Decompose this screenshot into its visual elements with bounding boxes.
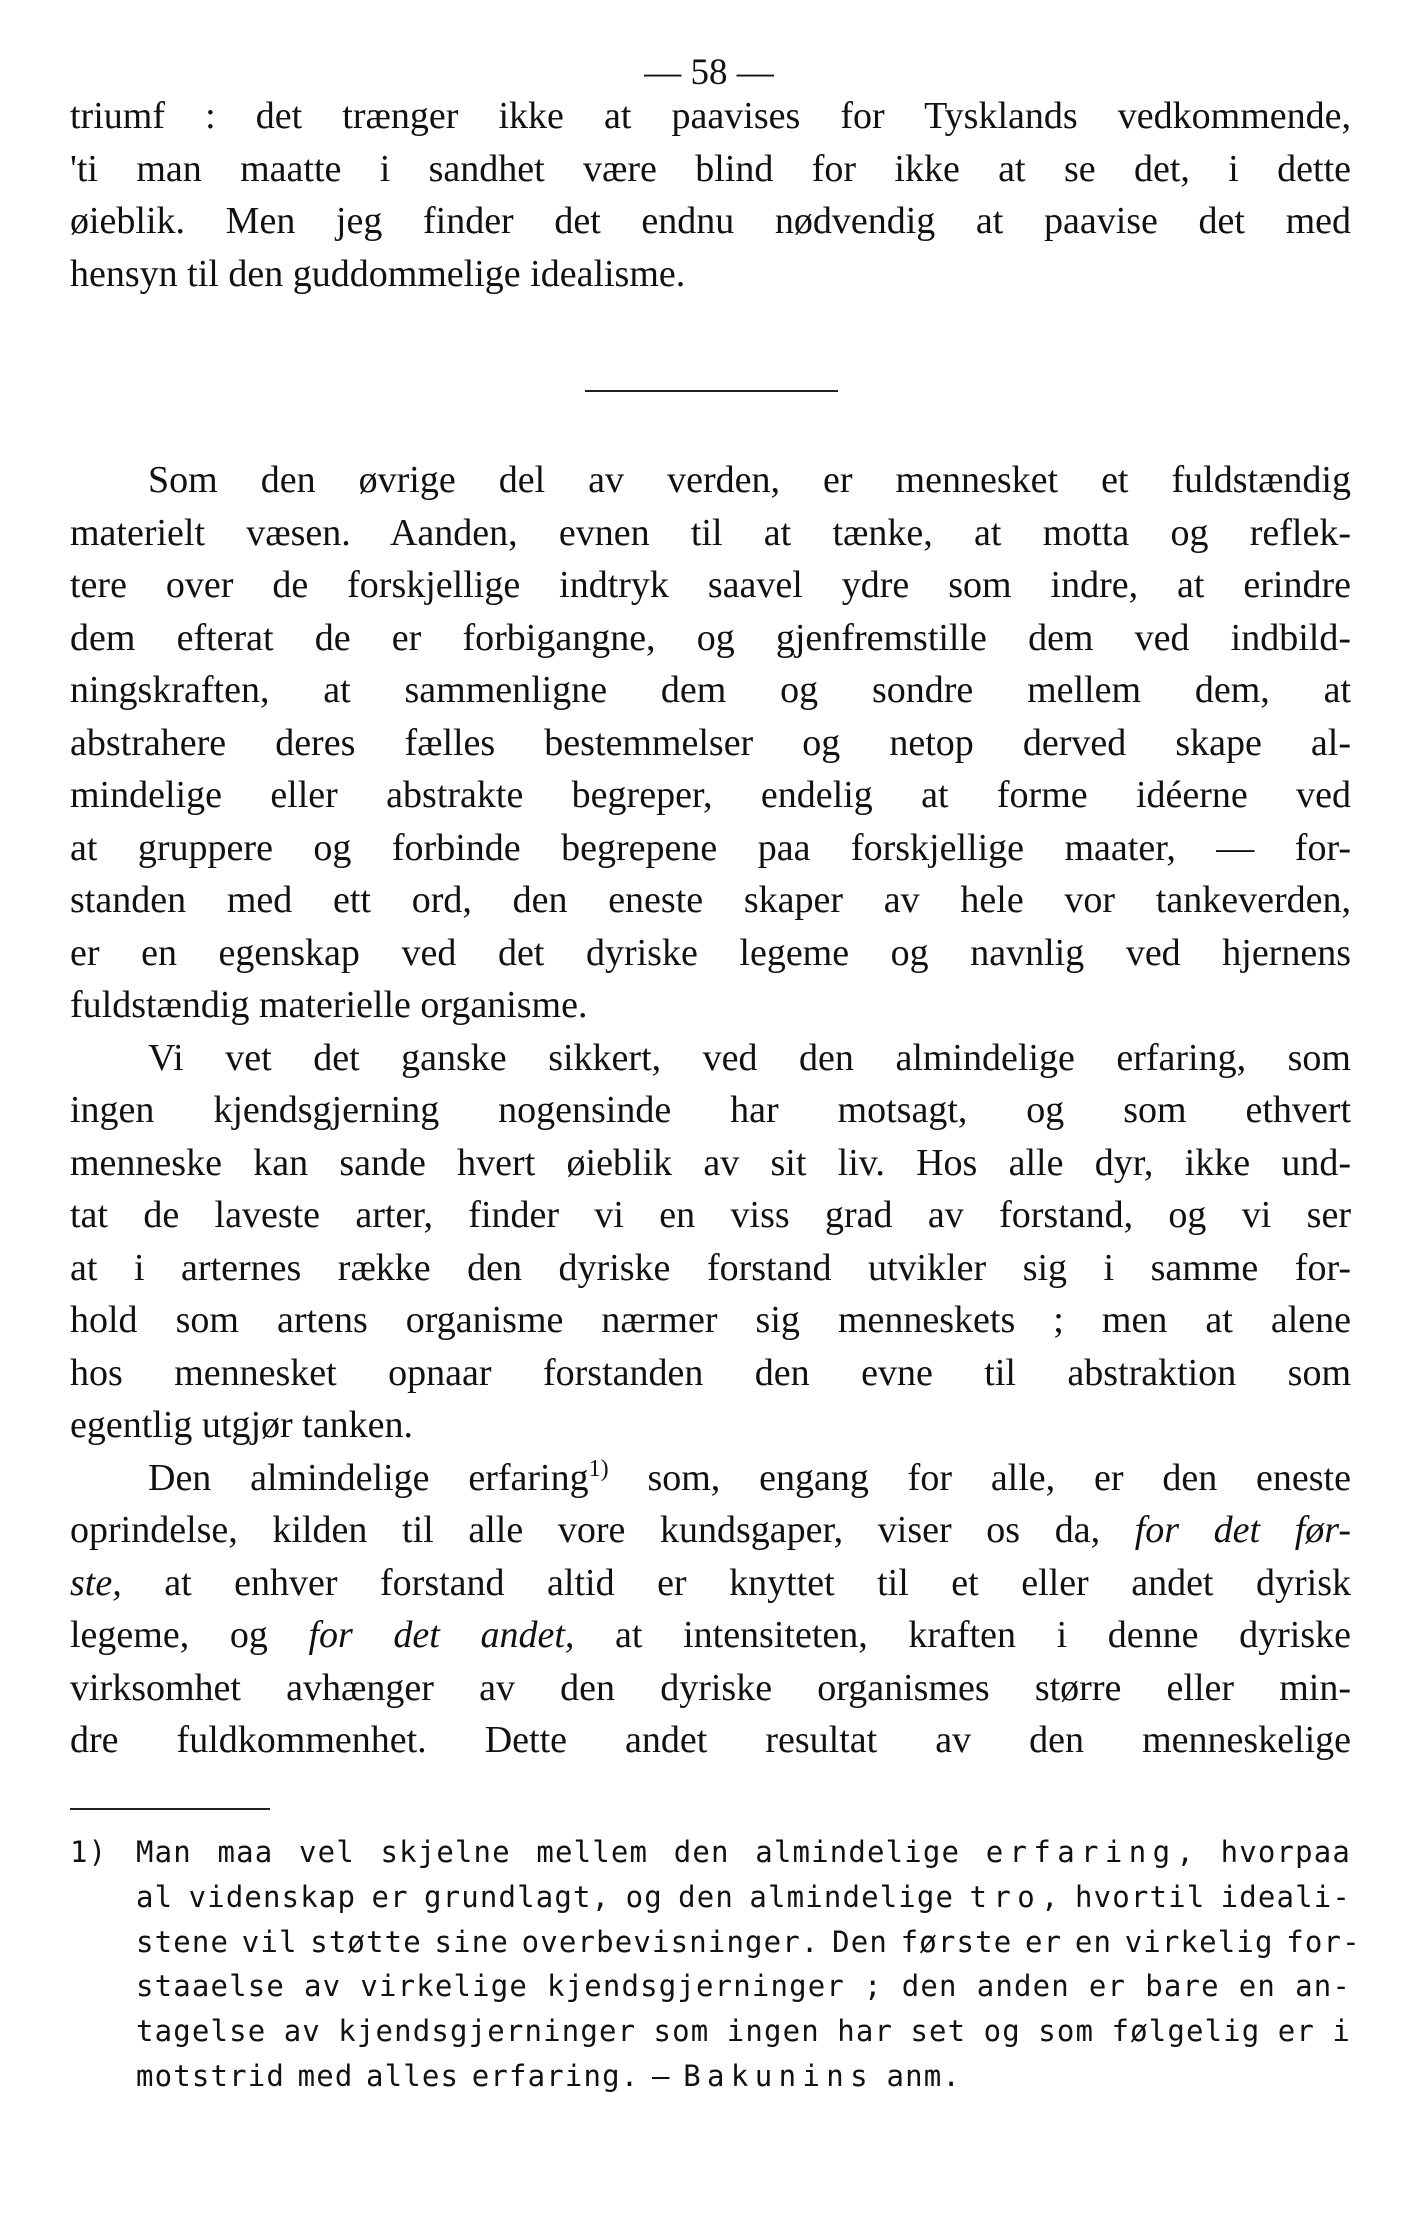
spaced-emphasis: tro bbox=[969, 1879, 1042, 1914]
text-run: Man maa vel skjelne mellem den almindelige bbox=[136, 1835, 986, 1869]
text-run: , hvortil ideali- bbox=[1041, 1879, 1352, 1914]
text-line: at gruppere og forbinde begrepene paa forskjellige maater, — for- bbox=[70, 826, 1351, 869]
text-line: materielt væsen. Aanden, evnen til at tænke, at motta og reflek- bbox=[70, 511, 1351, 554]
paragraph-main bbox=[70, 454, 1351, 1767]
text-line: dre fuldkommenhet. Dette andet resultat av den menneskelige bbox=[70, 1719, 1351, 1761]
footnote-line bbox=[70, 1875, 1351, 1920]
text-line: triumf : det trænger ikke at paavises for Tysklands vedkommende, bbox=[70, 95, 1351, 137]
text-run: , hvorpaa bbox=[1176, 1835, 1352, 1869]
text-line: ingen kjendsgjerning nogensinde har motsagt, og som ethvert bbox=[70, 1089, 1351, 1131]
text-line: ningskraften, at sammenligne dem og sondre mellem dem, at bbox=[70, 669, 1351, 711]
text-run: motstrid med alles erfaring. — bbox=[136, 2058, 684, 2093]
text-run: al videnskap er grundlagt, og den almindelige bbox=[136, 1879, 970, 1914]
text-run: som, engang for alle, er den eneste bbox=[608, 1456, 1351, 1499]
text-line: virksomhet avhænger av den dyriske organismes større eller min- bbox=[70, 1666, 1351, 1709]
text-line: øieblik. Men jeg finder det endnu nødvendig at paavise det med bbox=[70, 200, 1351, 242]
text-line bbox=[70, 1452, 1351, 1505]
footnote-line: staaelse av virkelige kjendsgjerninger ; den anden er bare en an- bbox=[136, 1969, 1351, 2004]
emphasis: ste, bbox=[70, 1561, 122, 1604]
text-run: anm. bbox=[873, 2058, 962, 2093]
spaced-emphasis: erfaring bbox=[985, 1835, 1177, 1869]
text-line: 'ti man maatte i sandhet være blind for ikke at se det, i dette bbox=[70, 147, 1351, 190]
footnote-ref[interactable]: 1) bbox=[588, 1455, 609, 1482]
text-line: tat de laveste arter, finder vi en viss grad av forstand, og vi ser bbox=[70, 1194, 1351, 1236]
text-line: hold som artens organisme nærmer sig menneskets ; men at alene bbox=[70, 1299, 1351, 1341]
text-run: Den almindelige erfaring bbox=[148, 1456, 589, 1499]
text-line: Vi vet det ganske sikkert, ved den almindelige erfaring, som bbox=[148, 1036, 1351, 1079]
text-line bbox=[70, 1557, 1351, 1610]
spaced-emphasis: Bakunins bbox=[683, 2058, 874, 2093]
text-line: hos mennesket opnaar forstanden den evne til abstraktion som bbox=[70, 1351, 1351, 1394]
footnote-mark: 1) bbox=[70, 1835, 108, 1869]
section-divider bbox=[585, 390, 838, 392]
text-line bbox=[70, 1609, 1351, 1662]
text-line: egentlig utgjør tanken. bbox=[70, 1404, 413, 1446]
text-line: abstrahere deres fælles bestemmelser og netop derved skape al- bbox=[70, 721, 1351, 764]
text-line: dem efterat de er forbigangne, og gjenfremstille dem ved indbild- bbox=[70, 616, 1351, 659]
footnote-rule bbox=[70, 1808, 270, 1810]
footnote-line bbox=[70, 1830, 1351, 1875]
text-line: er en egenskap ved det dyriske legeme og navnlig ved hjernens bbox=[70, 931, 1351, 974]
footnote bbox=[70, 1830, 1361, 2099]
text-line: fuldstændig materielle organisme. bbox=[70, 984, 588, 1026]
text-run: legeme, og bbox=[70, 1614, 309, 1656]
text-line: Som den øvrige del av verden, er mennesket et fuldstændig bbox=[148, 459, 1351, 501]
text-line: menneske kan sande hvert øieblik av sit liv. Hos alle dyr, ikke und- bbox=[70, 1141, 1351, 1184]
text-line: at i arternes række den dyriske forstand utvikler sig i samme for- bbox=[70, 1246, 1351, 1289]
text-line: standen med ett ord, den eneste skaper av hele vor tankeverden, bbox=[70, 879, 1351, 921]
text-line: hensyn til den guddommelige idealisme. bbox=[70, 252, 686, 295]
text-line bbox=[70, 1504, 1351, 1557]
text-run: at intensiteten, kraften i denne dyriske bbox=[574, 1614, 1351, 1656]
text-line: mindelige eller abstrakte begreper, endelig at forme idéerne ved bbox=[70, 774, 1351, 816]
text-run: at enhver forstand altid er knyttet til et eller andet dyrisk bbox=[121, 1561, 1351, 1604]
footnote-line: tagelse av kjendsgjerninger som ingen har set og som følgelig er i bbox=[136, 2014, 1351, 2049]
text-run: oprindelse, kilden til alle vore kundsgaper, viser os da, bbox=[70, 1509, 1135, 1551]
footnote-line: stene vil støtte sine overbevisninger. Den første er en virkelig for- bbox=[136, 1924, 1361, 1959]
footnote-line bbox=[70, 2054, 1351, 2099]
paragraph-intro bbox=[70, 90, 1351, 300]
page-number: — 58 — bbox=[644, 52, 774, 93]
emphasis: for det andet, bbox=[308, 1614, 575, 1656]
emphasis: for det før- bbox=[1134, 1509, 1351, 1551]
text-line: tere over de forskjellige indtryk saavel ydre som indre, at erindre bbox=[70, 564, 1351, 606]
